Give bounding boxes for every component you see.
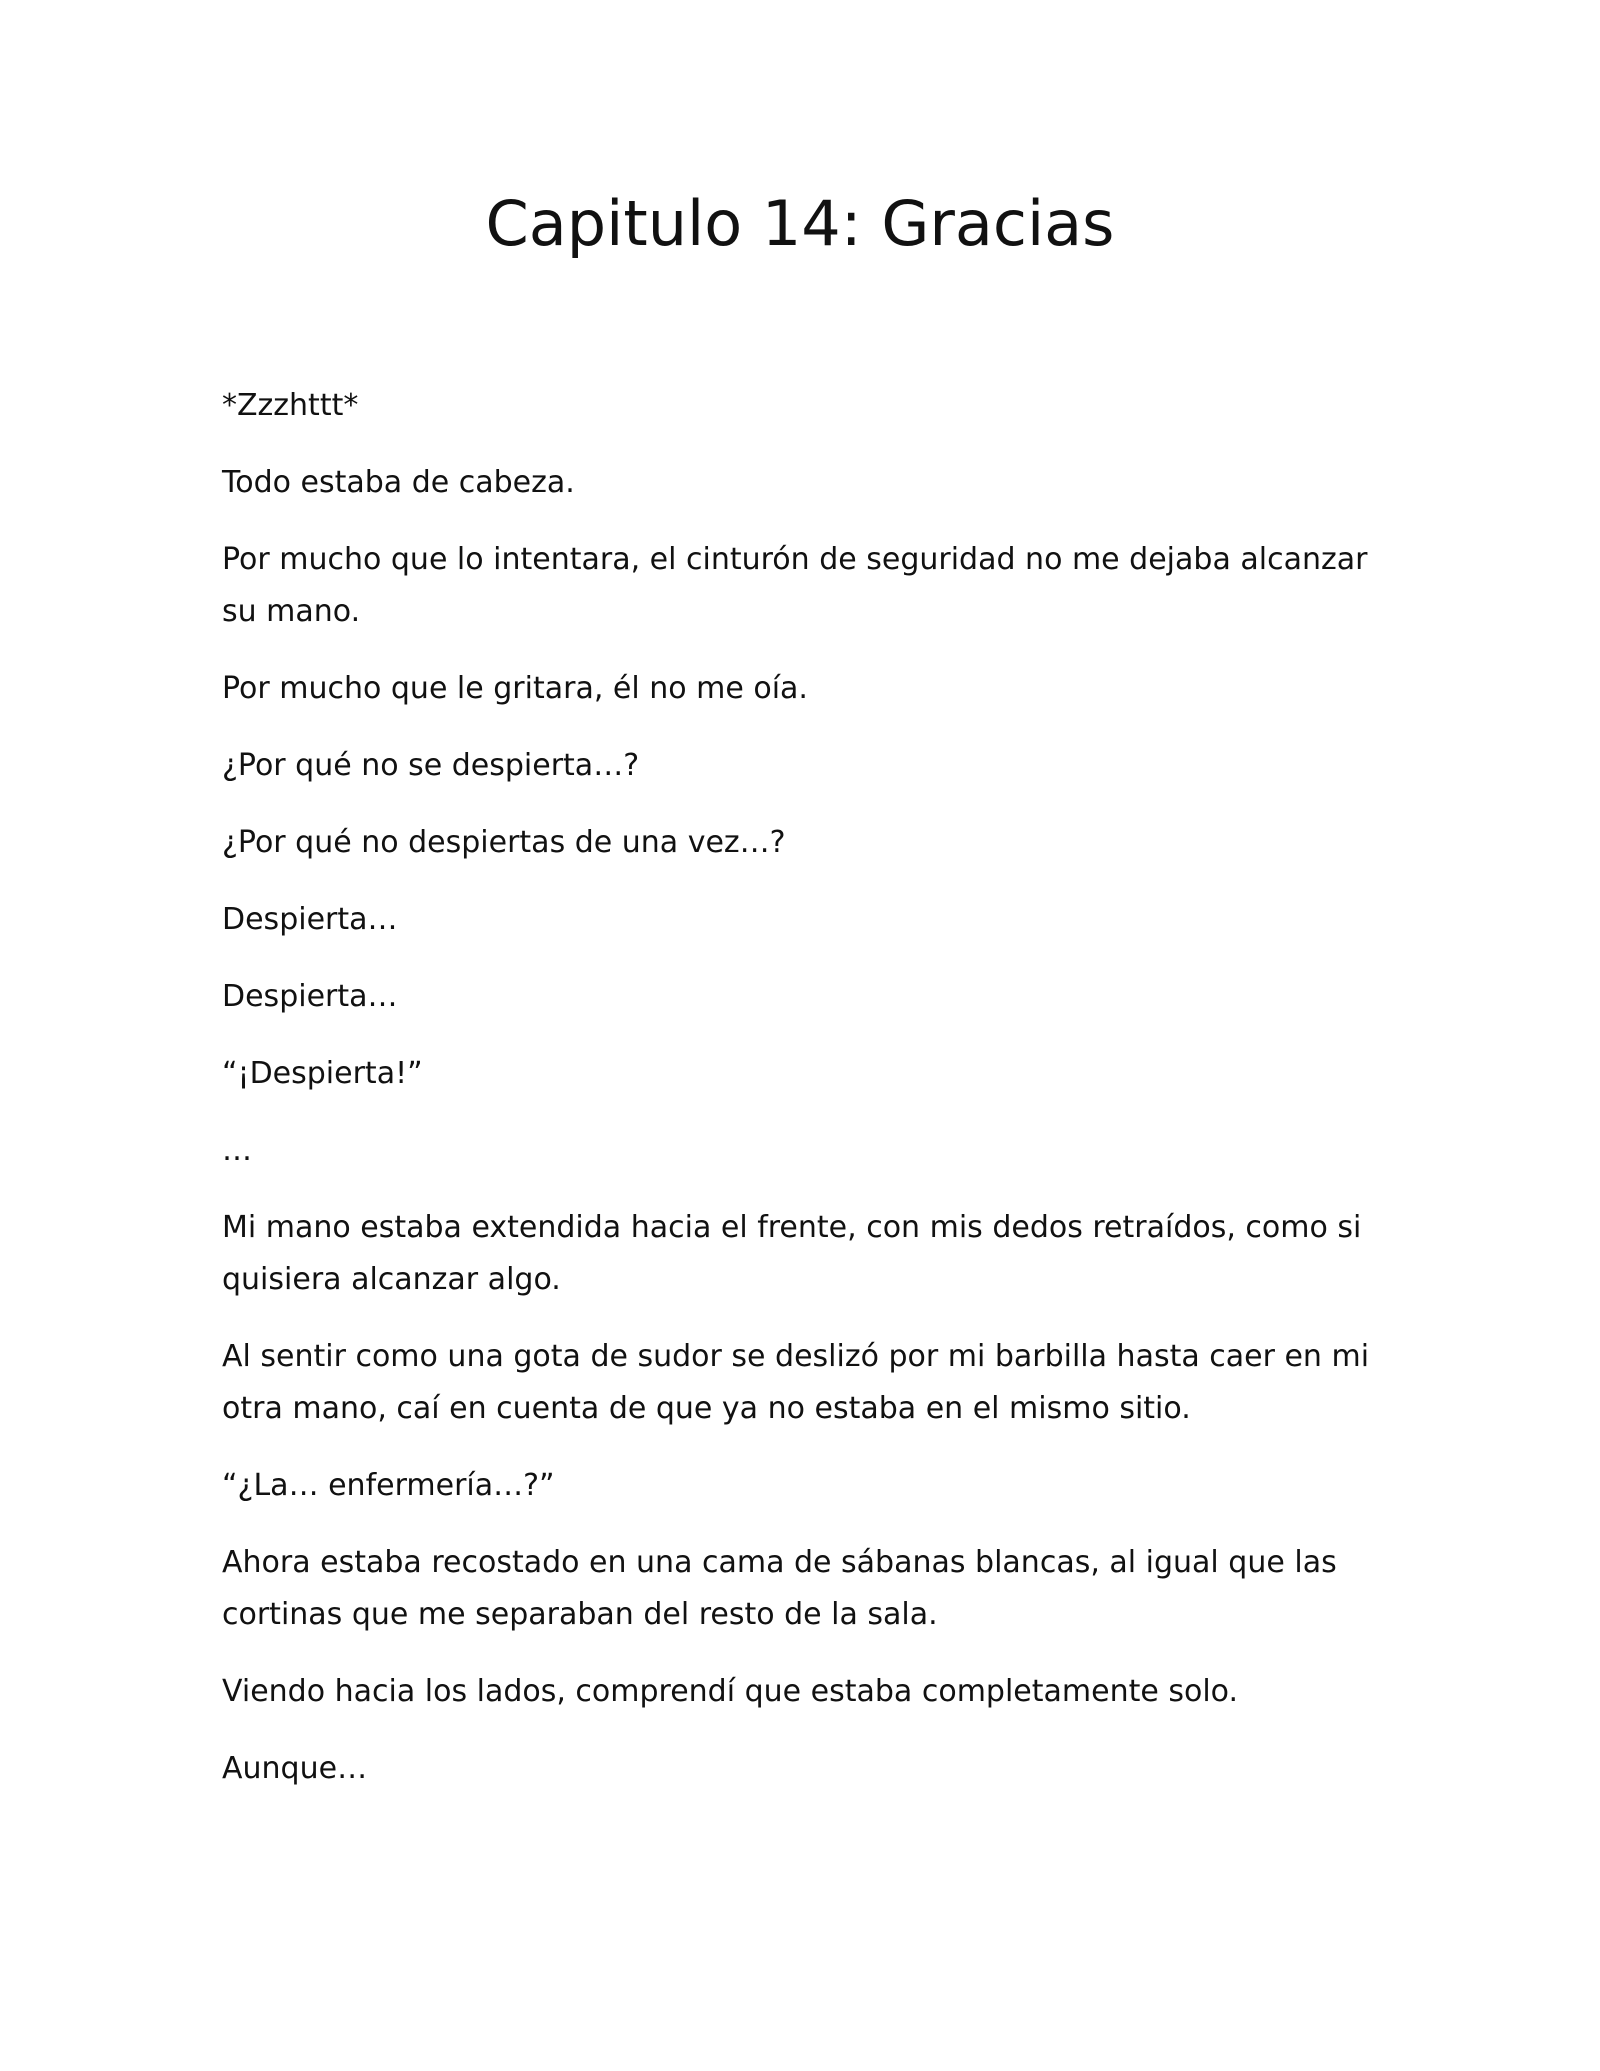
paragraph: …: [222, 1133, 252, 1168]
chapter-body: [222, 380, 1372, 1820]
paragraph: ¿Por qué no se despierta…?: [222, 748, 640, 783]
paragraph: Despierta…: [222, 902, 398, 937]
paragraph: Al sentir como una gota de sudor se deslizó por mi barbilla hasta caer en mi otra mano, caí en cuenta de que ya no estaba en el mismo sitio.: [222, 1339, 1370, 1426]
paragraph: Mi mano estaba extendida hacia el frente, con mis dedos retraídos, como si quisiera alcanzar algo.: [222, 1210, 1362, 1297]
chapter-title: Capitulo 14: Gracias: [485, 187, 1115, 260]
paragraph: ¿Por qué no despiertas de una vez…?: [222, 825, 786, 860]
paragraph: “¡Despierta!”: [222, 1056, 423, 1091]
paragraph: Viendo hacia los lados, comprendí que estaba completamente solo.: [222, 1674, 1239, 1709]
paragraph: Por mucho que le gritara, él no me oía.: [222, 671, 808, 706]
paragraph: *Zzzhttt*: [222, 388, 359, 423]
paragraph: “¿La… enfermería…?”: [222, 1468, 555, 1503]
paragraph: Por mucho que lo intentara, el cinturón de seguridad no me dejaba alcanzar su mano.: [222, 542, 1368, 629]
paragraph: Despierta…: [222, 979, 398, 1014]
paragraph: Ahora estaba recostado en una cama de sábanas blancas, al igual que las cortinas que me separaban del resto de la sala.: [222, 1545, 1337, 1632]
paragraph: Aunque…: [222, 1751, 368, 1786]
paragraph: Todo estaba de cabeza.: [222, 465, 575, 500]
